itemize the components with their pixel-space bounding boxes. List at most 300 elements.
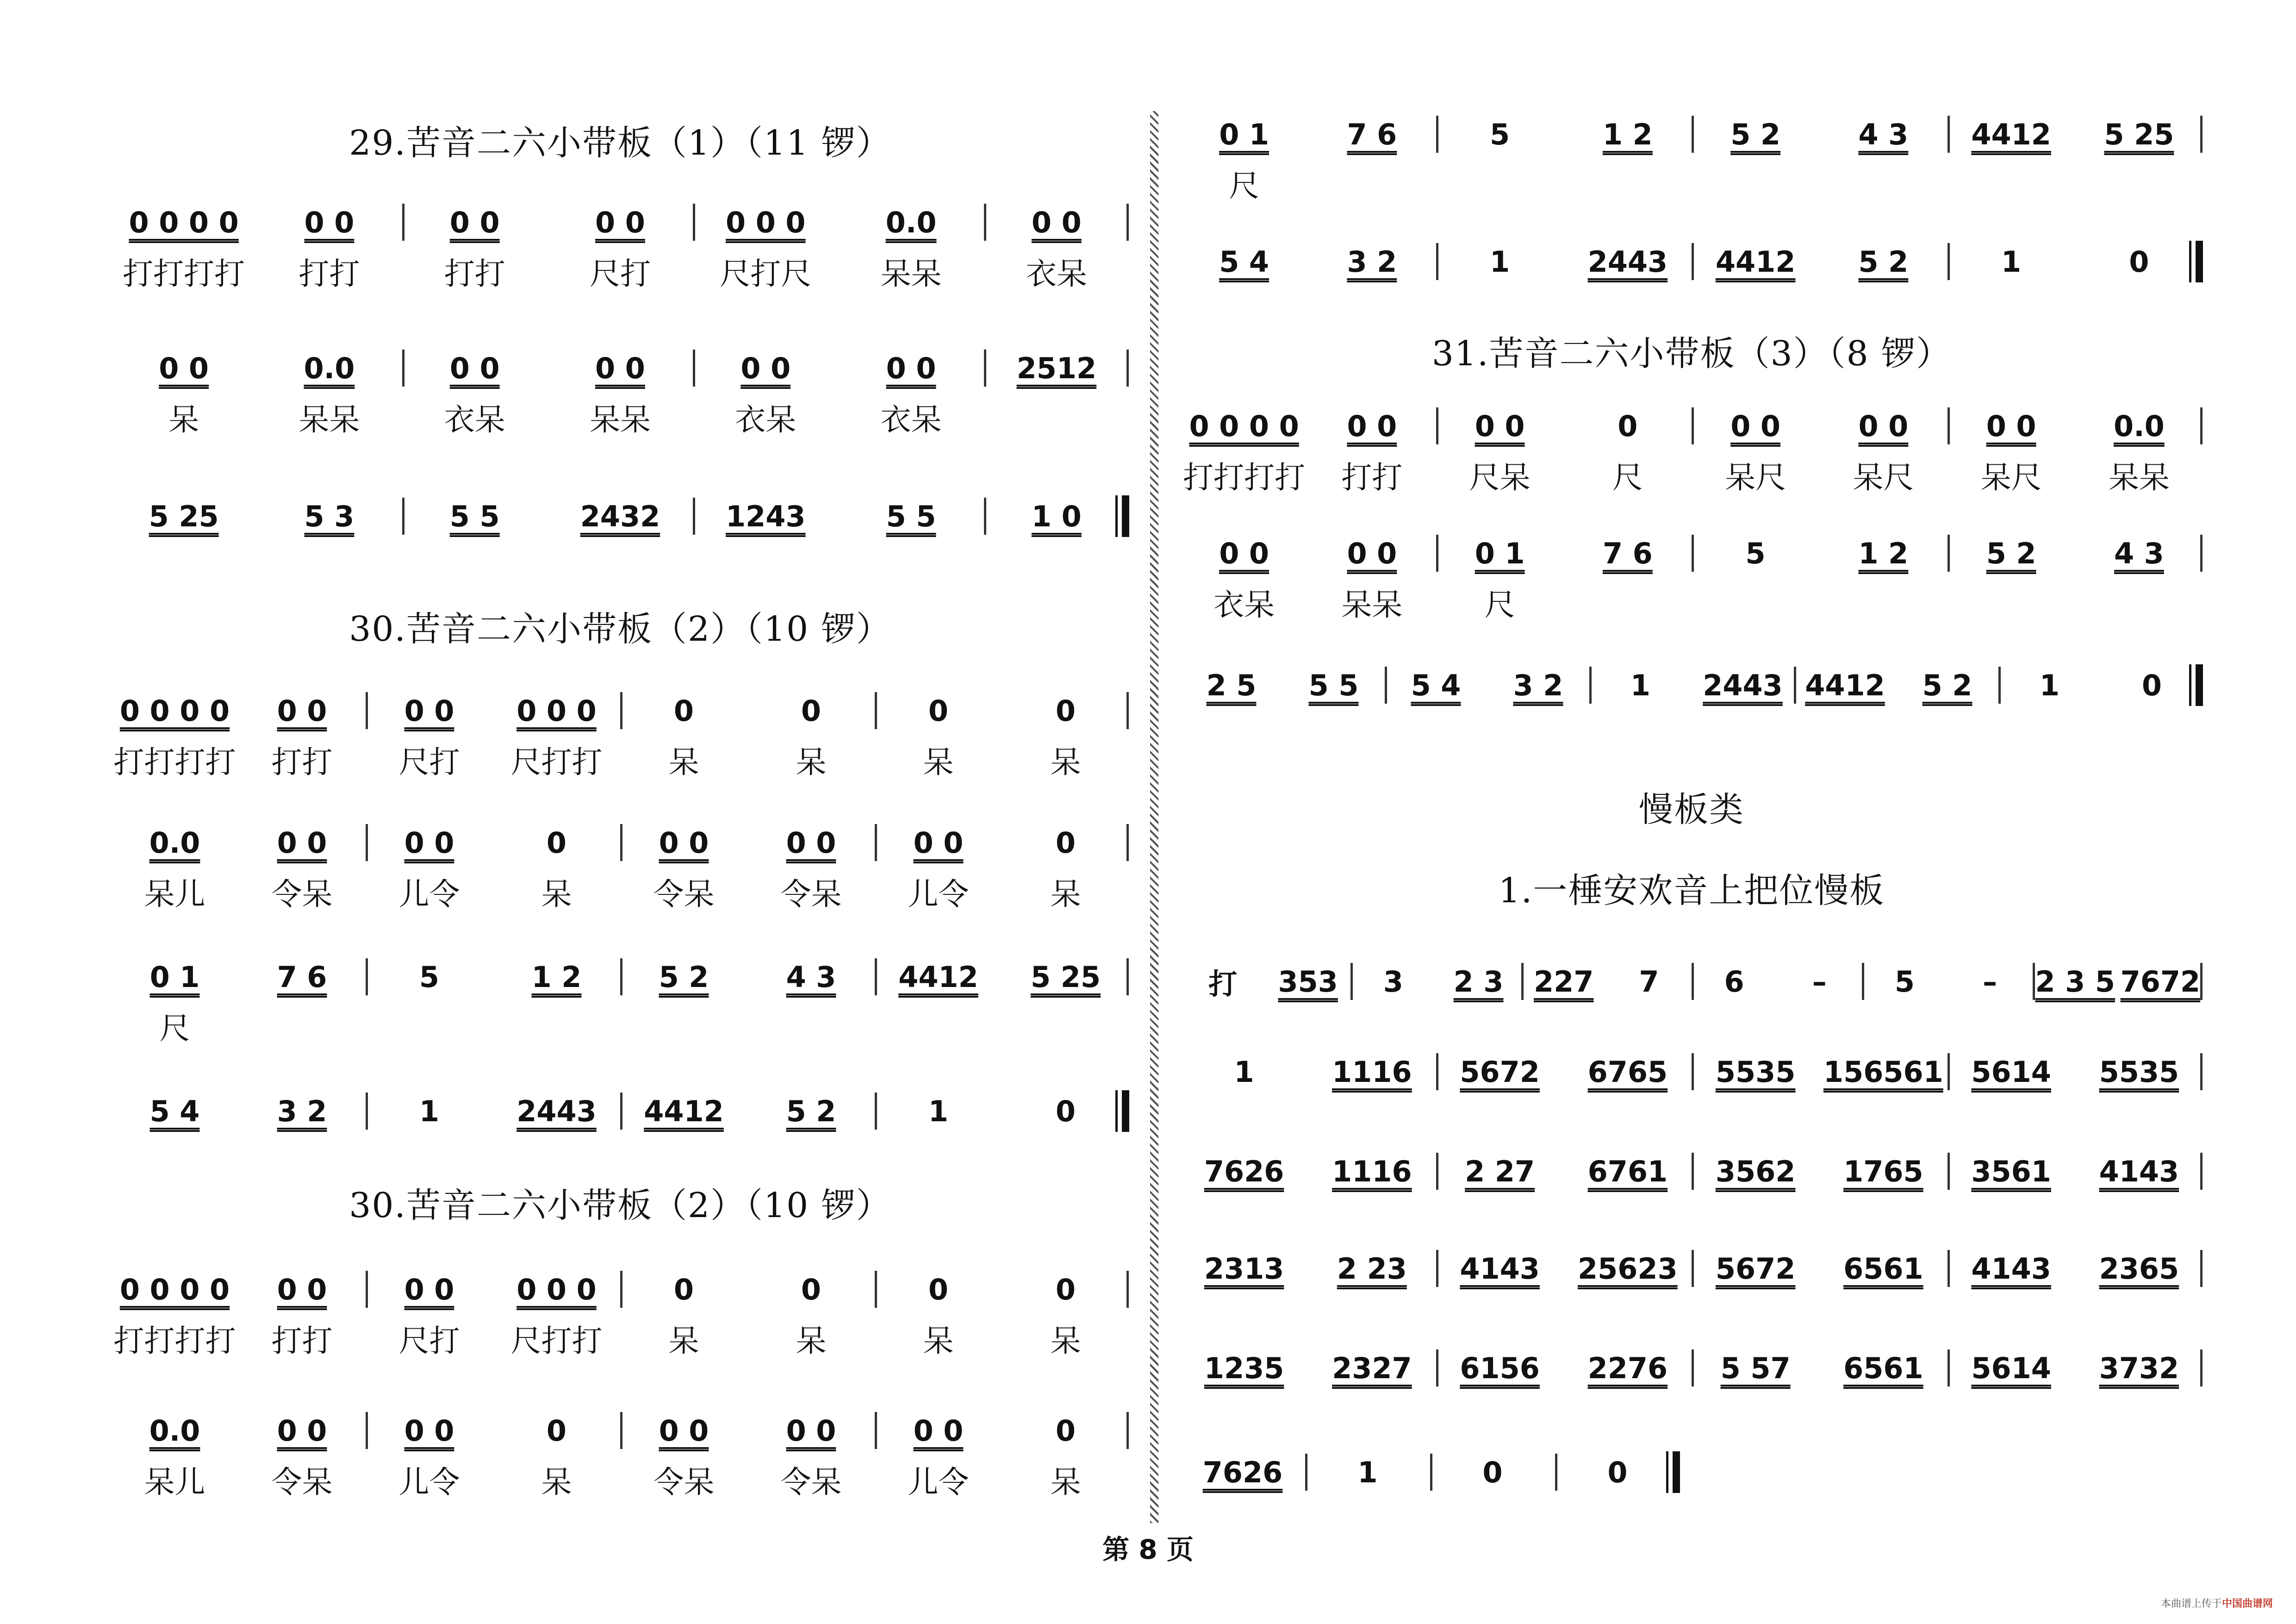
jianpu-note: 5 25 (149, 499, 219, 533)
bar-line (1948, 535, 1950, 572)
column-divider (1150, 111, 1158, 1523)
bar-line (693, 350, 695, 387)
bar-line (1126, 692, 1129, 729)
lyrics-line (1180, 160, 2203, 206)
bar-line (875, 692, 877, 729)
jianpu-note: 1 (928, 1094, 949, 1128)
jianpu-note: 2443 (1703, 668, 1783, 702)
jianpu-note: 1 2 (531, 960, 582, 994)
jianpu-note: 0.0 (149, 825, 200, 860)
jianpu-note: 0 0 0 (516, 1272, 597, 1306)
footer-credit (2161, 1596, 2273, 1610)
lyric-text: 呆 (1050, 1323, 1081, 1359)
final-bar-thin (1115, 495, 1118, 537)
jianpu-note: 7 (1639, 964, 1659, 999)
bar-line (2200, 1349, 2203, 1387)
jianpu-note: 5 5 (886, 499, 936, 533)
lyric-text: 尺打 (398, 1323, 460, 1359)
jianpu-note: 4412 (644, 1094, 724, 1128)
jianpu-note: 2443 (516, 1094, 597, 1128)
jianpu-note: 2 23 (1337, 1251, 1407, 1286)
notes-line (111, 199, 1129, 245)
bar-line (1126, 824, 1129, 861)
jianpu-note: 7 6 (1347, 117, 1397, 151)
jianpu-note: 0 0 (404, 1272, 454, 1306)
lyric-text: 令呆 (653, 1464, 715, 1500)
jianpu-note: 1116 (1332, 1154, 1412, 1188)
jianpu-note: 1 (2039, 668, 2060, 702)
jianpu-note: 0 0 (659, 1413, 709, 1448)
jianpu-note: 0 (2129, 244, 2149, 279)
section-title: 30.苦音二六小带板（2）（10 锣） (349, 1186, 891, 1225)
lyric-text: 衣呆 (735, 401, 796, 437)
lyric-text: 令呆 (271, 1464, 333, 1500)
jianpu-note: 4412 (1805, 668, 1885, 702)
lyric-text: 儿令 (908, 1464, 969, 1500)
jianpu-note: 6156 (1460, 1351, 1540, 1385)
lyric-text: 衣呆 (1213, 587, 1275, 623)
bar-line (620, 1271, 622, 1308)
notes-line (1180, 1449, 2203, 1495)
section-title: 31.苦音二六小带板（3）（8 锣） (1431, 334, 1952, 374)
lyric-text: 衣呆 (1026, 256, 1087, 292)
jianpu-note: 0 0 (913, 1413, 964, 1448)
lyric-text: 呆 (168, 401, 199, 437)
jianpu-note: 1 (2001, 244, 2022, 279)
jianpu-note: 5 (1894, 964, 1915, 999)
bar-line (2200, 535, 2203, 572)
jianpu-note: 5 2 (1922, 668, 1972, 702)
jianpu-note: 2432 (580, 499, 660, 533)
bar-line (1948, 1053, 1950, 1090)
bar-line (2200, 1250, 2203, 1287)
bar-line (1436, 243, 1438, 280)
bar-line (1436, 1250, 1438, 1287)
bar-line (1436, 1053, 1438, 1090)
lyric-text: 令呆 (653, 876, 715, 912)
jianpu-note: 4412 (1971, 117, 2051, 151)
lyric-text: 呆 (541, 876, 572, 912)
section-title: 1.一棰安欢音上把位慢板 (1498, 871, 1885, 911)
bar-line (402, 498, 404, 535)
bar-line (1436, 116, 1438, 153)
bar-line (2200, 407, 2203, 444)
jianpu-note: 4 3 (1858, 117, 1909, 151)
final-bar-thick (1673, 1451, 1680, 1493)
lyric-text: 呆 (796, 1323, 827, 1359)
jianpu-note: 0 (673, 693, 694, 728)
bar-line (1692, 1250, 1694, 1287)
bar-line (875, 1093, 877, 1130)
lyric-text: 呆呆 (2108, 459, 2170, 495)
jianpu-note: 0 0 (1347, 536, 1397, 570)
jianpu-note: 2443 (1587, 244, 1668, 279)
jianpu-note: 7 6 (1602, 536, 1653, 570)
lyric-text: 呆呆 (589, 401, 651, 437)
jianpu-note: 227 (1534, 964, 1594, 999)
lyric-text: 呆 (923, 1323, 954, 1359)
bar-line (1692, 963, 1694, 1000)
jianpu-note: 0 0 (786, 1413, 836, 1448)
final-bar-thick (2196, 241, 2203, 282)
bar-line (1350, 963, 1353, 1000)
lyric-text: 呆呆 (880, 256, 942, 292)
jianpu-note: 353 (1278, 964, 1338, 999)
bar-line (366, 1412, 368, 1449)
jianpu-note: 0 (928, 1272, 949, 1306)
lyric-text: 尺 (1229, 168, 1260, 204)
jianpu-note: 2327 (1332, 1351, 1412, 1385)
bar-line (1862, 963, 1864, 1000)
jianpu-note: 0 0 (1031, 205, 1082, 239)
section-title: 29.苦音二六小带板（1）（11 锣） (349, 123, 891, 163)
jianpu-note: 5 2 (1986, 536, 2036, 570)
lyric-text: 打打 (444, 256, 505, 292)
jianpu-note: 4143 (1971, 1251, 2051, 1286)
jianpu-note: 0 (1618, 409, 1638, 443)
jianpu-note: 0 0 (886, 351, 936, 385)
lyric-text: 呆 (668, 1323, 699, 1359)
jianpu-note: 1 (419, 1094, 440, 1128)
bar-line (1436, 1153, 1438, 1190)
jianpu-note: 7672 (2120, 964, 2201, 999)
lyric-text: 打打 (1341, 459, 1403, 495)
bar-line (366, 1093, 368, 1130)
jianpu-note: 5 (419, 960, 440, 994)
jianpu-note: 3 2 (1347, 244, 1397, 279)
bar-line (1948, 407, 1950, 444)
bar-line (1305, 1454, 1307, 1491)
jianpu-note: 5 4 (1411, 668, 1461, 702)
bar-line (366, 1271, 368, 1308)
jianpu-note: 0 (1607, 1455, 1628, 1489)
jianpu-note: 0 0 (595, 351, 645, 385)
bar-line (1692, 116, 1694, 153)
jianpu-note: 0 (801, 1272, 821, 1306)
jianpu-note: 3562 (1715, 1154, 1796, 1188)
jianpu-note: 2276 (1587, 1351, 1668, 1385)
bar-line (1436, 407, 1438, 444)
jianpu-note: 6761 (1587, 1154, 1668, 1188)
bar-line (1436, 535, 1438, 572)
jianpu-note: 7 6 (277, 960, 327, 994)
bar-line (620, 692, 622, 729)
lyric-text: 打打打打 (113, 744, 236, 780)
jianpu-note: – (1983, 964, 1997, 999)
jianpu-note: 1765 (1843, 1154, 1923, 1188)
jianpu-note: 0 0 (595, 205, 645, 239)
jianpu-note: 5 25 (2104, 117, 2174, 151)
jianpu-note: 5 (1745, 536, 1766, 570)
jianpu-note: 1 (1630, 668, 1651, 702)
bar-line (2200, 1153, 2203, 1190)
final-bar-thick (1122, 495, 1129, 537)
jianpu-note: 0 0 0 0 (119, 693, 230, 728)
bar-line (875, 1271, 877, 1308)
final-bar-thin (1666, 1451, 1668, 1493)
lyric-text: 尺打 (589, 256, 651, 292)
jianpu-note: 0 0 (659, 825, 709, 860)
lyric-text: 儿令 (398, 876, 460, 912)
bar-line (366, 824, 368, 861)
lyric-text: 令呆 (780, 1464, 842, 1500)
bar-line (2200, 116, 2203, 153)
jianpu-note: 0 (546, 1413, 567, 1448)
lyric-text: 尺打 (398, 744, 460, 780)
bar-line (984, 350, 986, 387)
bar-line (1948, 1349, 1950, 1387)
jianpu-note: 0 0 (277, 825, 327, 860)
bar-line (1555, 1454, 1557, 1491)
jianpu-note: 0 0 0 0 (1189, 409, 1299, 443)
left-column (111, 0, 1129, 1542)
jianpu-note: 5535 (1715, 1055, 1796, 1089)
lyric-text: 打打打打 (113, 1323, 236, 1359)
bar-line (1692, 1053, 1694, 1090)
jianpu-note: 5 25 (1030, 960, 1101, 994)
jianpu-note: 4412 (1715, 244, 1796, 279)
jianpu-note: 0 0 (1219, 536, 1269, 570)
jianpu-note: 5614 (1971, 1055, 2051, 1089)
jianpu-note: 2512 (1016, 351, 1097, 385)
final-bar-thin (2189, 241, 2191, 282)
lyrics-line (111, 248, 1129, 294)
lyric-text: 呆尺 (1725, 459, 1786, 495)
jianpu-note: 0 0 (786, 825, 836, 860)
jianpu-note: 5 5 (1308, 668, 1359, 702)
bar-line (1126, 958, 1129, 995)
jianpu-note: 5 4 (149, 1094, 200, 1128)
jianpu-note: 156561 (1823, 1055, 1943, 1089)
jianpu-note: 3 (1383, 964, 1403, 999)
jianpu-note: 0 (1055, 1094, 1076, 1128)
jianpu-note: 0 0 (304, 205, 355, 239)
jianpu-note: 3561 (1971, 1154, 2051, 1188)
jianpu-note: 4 3 (2114, 536, 2164, 570)
jianpu-note: 0 0 (1858, 409, 1909, 443)
section-title: 30.苦音二六小带板（2）（10 锣） (349, 609, 891, 649)
lyric-text: 呆儿 (144, 876, 205, 912)
lyric-text: 呆 (923, 744, 954, 780)
jianpu-note: 5 2 (786, 1094, 836, 1128)
bar-line (1948, 243, 1950, 280)
bar-line (1126, 1412, 1129, 1449)
lyric-text: 呆 (1050, 1464, 1081, 1500)
page-number: 第 8 页 (1102, 1534, 1194, 1565)
jianpu-note: 0 0 (740, 351, 791, 385)
lyric-text: 衣呆 (444, 401, 505, 437)
bar-line (1692, 535, 1694, 572)
jianpu-note: 3 2 (1513, 668, 1563, 702)
jianpu-note: 0 0 0 (725, 205, 806, 239)
jianpu-note: 5614 (1971, 1351, 2051, 1385)
lyric-text: 呆 (1050, 744, 1081, 780)
jianpu-note: 1 0 (1031, 499, 1082, 533)
jianpu-note: 4 3 (786, 960, 836, 994)
jianpu-note: 0 0 (913, 825, 964, 860)
lyric-text: 尺打尺 (720, 256, 812, 292)
jianpu-note: 5 (1490, 117, 1510, 151)
lyric-text: 打打 (271, 1323, 333, 1359)
jianpu-note: 1116 (1332, 1055, 1412, 1089)
lyric-text: 呆尺 (1853, 459, 1914, 495)
bar-line (693, 498, 695, 535)
lyrics-line (111, 1315, 1129, 1361)
lyric-text: 打打 (271, 744, 333, 780)
lyric-text: 打打 (299, 256, 360, 292)
lyric-text: 尺呆 (1469, 459, 1531, 495)
jianpu-note: 0 0 (277, 1413, 327, 1448)
jianpu-note: 2 3 5 (2035, 964, 2116, 999)
jianpu-note: 2365 (2099, 1251, 2179, 1286)
lyrics-line (111, 1456, 1129, 1502)
lyrics-line (1180, 451, 2203, 498)
jianpu-note: 0 (1482, 1455, 1503, 1489)
lyric-text: 呆 (1050, 876, 1081, 912)
bar-line (1126, 1271, 1129, 1308)
lyric-text: 令呆 (271, 876, 333, 912)
bar-line (1948, 116, 1950, 153)
jianpu-note: 0 (1055, 693, 1076, 728)
lyric-text: 尺 (1484, 587, 1515, 623)
jianpu-note: 2 3 (1453, 964, 1504, 999)
lyric-text: 儿令 (398, 1464, 460, 1500)
jianpu-note: 6765 (1587, 1055, 1668, 1089)
jianpu-note: 5 2 (1730, 117, 1781, 151)
jianpu-note: 2313 (1204, 1251, 1284, 1286)
jianpu-note: 1 (1234, 1055, 1254, 1089)
bar-line (1998, 667, 2001, 704)
bar-line (1430, 1454, 1432, 1491)
lyrics-line (111, 1002, 1129, 1049)
jianpu-note: 0 0 (404, 1413, 454, 1448)
jianpu-note: 0 0 (404, 693, 454, 728)
lyric-text: 打打打打 (123, 256, 245, 292)
jianpu-note: 0.0 (885, 205, 937, 239)
jianpu-note: 0 (801, 693, 821, 728)
notes-line (1180, 662, 2203, 708)
lyrics-line (111, 868, 1129, 914)
lyric-text: 尺 (1612, 459, 1643, 495)
lyric-text: 呆 (796, 744, 827, 780)
lyrics-line (111, 394, 1129, 440)
jianpu-note: 0.0 (2113, 409, 2165, 443)
jianpu-note: 5 3 (304, 499, 355, 533)
jianpu-note: 7626 (1204, 1154, 1284, 1188)
jianpu-note: 0 (1055, 1272, 1076, 1306)
jianpu-note: 4143 (2099, 1154, 2179, 1188)
bar-line (366, 692, 368, 729)
jianpu-note: 0 0 (277, 693, 327, 728)
lyric-text: 呆 (668, 744, 699, 780)
jianpu-note: 0 0 (1475, 409, 1525, 443)
bar-line (984, 204, 986, 241)
jianpu-note: 7626 (1202, 1455, 1283, 1489)
lyric-text: 尺打打 (510, 1323, 603, 1359)
bar-line (402, 204, 404, 241)
jianpu-note: 0 (546, 825, 567, 860)
jianpu-note: 1243 (726, 499, 806, 533)
jianpu-note: 0 1 (149, 960, 200, 994)
bar-line (1589, 667, 1592, 704)
jianpu-note: 0 (2141, 668, 2162, 702)
jianpu-note: 6 (1724, 964, 1744, 999)
jianpu-note: 0 0 0 0 (119, 1272, 230, 1306)
jianpu-note: 0 1 (1219, 117, 1269, 151)
footer-prefix: 本曲谱上传于 (2160, 1598, 2222, 1610)
final-bar-thick (1122, 1090, 1129, 1132)
jianpu-note: 0 0 (449, 205, 500, 239)
bar-line (620, 958, 622, 995)
bar-line (1692, 407, 1694, 444)
jianpu-note: 0 (1055, 825, 1076, 860)
jianpu-note: 0 1 (1475, 536, 1525, 570)
jianpu-note: 0 0 (1730, 409, 1781, 443)
jianpu-note: 1 2 (1858, 536, 1909, 570)
jianpu-note: 2 27 (1465, 1154, 1535, 1188)
bar-line (366, 958, 368, 995)
jianpu-note: 打 (1208, 967, 1238, 1001)
bar-line (984, 498, 986, 535)
bar-line (1126, 204, 1129, 241)
jianpu-note: 5 57 (1720, 1351, 1791, 1385)
bar-line (1948, 1250, 1950, 1287)
jianpu-note: 5535 (2099, 1055, 2179, 1089)
lyrics-line (1180, 579, 2203, 625)
jianpu-note: 0 0 (1986, 409, 2036, 443)
jianpu-note: 5672 (1460, 1055, 1540, 1089)
jianpu-note: 0 (1055, 1413, 1076, 1448)
jianpu-note: 0 0 0 0 (129, 205, 239, 239)
lyric-text: 衣呆 (880, 401, 942, 437)
bar-line (402, 350, 404, 387)
jianpu-note: 0 (928, 693, 949, 728)
lyric-text: 呆呆 (1341, 587, 1403, 623)
bar-line (1385, 667, 1387, 704)
jianpu-note: 6561 (1843, 1351, 1923, 1385)
jianpu-note: 0.0 (304, 351, 355, 385)
jianpu-note: 3732 (2099, 1351, 2179, 1385)
bar-line (875, 1412, 877, 1449)
lyric-text: 尺打打 (510, 744, 603, 780)
bar-line (1692, 1349, 1694, 1387)
lyric-text: 打打打打 (1183, 459, 1306, 495)
jianpu-note: 5 4 (1219, 244, 1269, 279)
bar-line (1794, 667, 1796, 704)
jianpu-note: 4412 (898, 960, 978, 994)
bar-line (693, 204, 695, 241)
jianpu-note: 0 0 (449, 351, 500, 385)
footer-brand: 中国曲谱网 (2221, 1598, 2273, 1610)
bar-line (1948, 1153, 1950, 1190)
jianpu-note: 1 2 (1602, 117, 1653, 151)
jianpu-note: 1235 (1204, 1351, 1284, 1385)
final-bar-thin (1115, 1090, 1118, 1132)
section-title: 慢板类 (1639, 790, 1744, 830)
bar-line (2033, 963, 2035, 1000)
bar-line (620, 1093, 622, 1130)
jianpu-note: 1 (1490, 244, 1510, 279)
jianpu-note: 25623 (1578, 1251, 1678, 1286)
bar-line (2200, 963, 2203, 1000)
bar-line (2200, 1053, 2203, 1090)
lyric-text: 令呆 (780, 876, 842, 912)
lyric-text: 呆儿 (144, 1464, 205, 1500)
final-bar-thick (2196, 664, 2203, 706)
jianpu-note: 0 0 (159, 351, 209, 385)
lyric-text: 呆 (541, 1464, 572, 1500)
lyric-text: 尺 (159, 1010, 190, 1046)
